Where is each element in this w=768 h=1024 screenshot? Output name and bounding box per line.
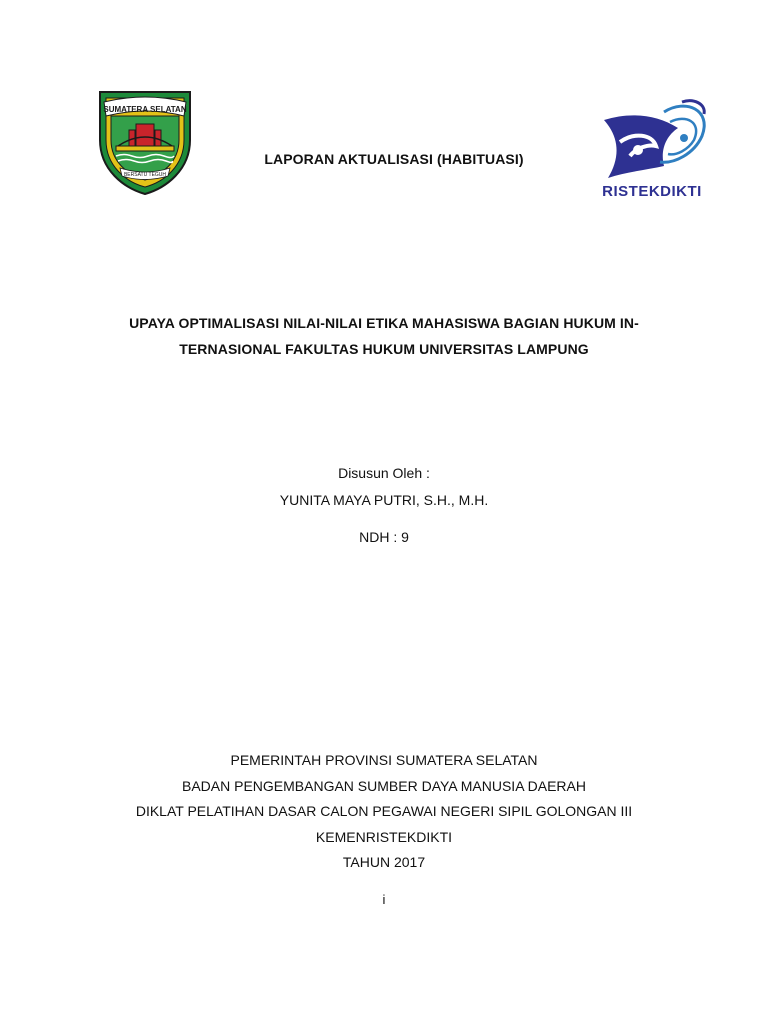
page-number: i — [382, 892, 386, 907]
main-title-line-2: TERNASIONAL FAKULTAS HUKUM UNIVERSITAS LAMPUNG — [179, 341, 589, 357]
author-ndh: NDH : 9 — [359, 529, 409, 545]
institution-line-5: TAHUN 2017 — [342, 854, 426, 870]
ristekdikti-svg — [590, 92, 714, 204]
author-name: YUNITA MAYA PUTRI, S.H., M.H. — [279, 492, 489, 508]
ristekdikti-logo-icon — [590, 92, 714, 204]
institution-line-1: PEMERINTAH PROVINSI SUMATERA SELATAN — [230, 752, 538, 768]
sumatera-selatan-crest-icon — [94, 88, 196, 198]
author-label: Disusun Oleh : — [338, 465, 430, 481]
report-title: LAPORAN AKTUALISASI (HABITUASI) — [264, 151, 524, 167]
main-title-line-1: UPAYA OPTIMALISASI NILAI-NILAI ETIKA MAHASISWA BAGIAN HUKUM IN- — [129, 315, 639, 331]
institution-line-3: DIKLAT PELATIHAN DASAR CALON PEGAWAI NEGERI SIPIL GOLONGAN III — [135, 803, 633, 819]
crest-motto-text: BERSATU TEGUH — [123, 172, 167, 178]
institution-line-4: KEMENRISTEKDIKTI — [315, 829, 453, 845]
crest-ribbon-text: SUMATERA SELATAN — [103, 105, 187, 114]
ristekdikti-wordmark: RISTEKDIKTI — [602, 183, 702, 200]
crest-svg — [94, 88, 196, 198]
institution-line-2: BADAN PENGEMBANGAN SUMBER DAYA MANUSIA DAERAH — [181, 778, 586, 794]
